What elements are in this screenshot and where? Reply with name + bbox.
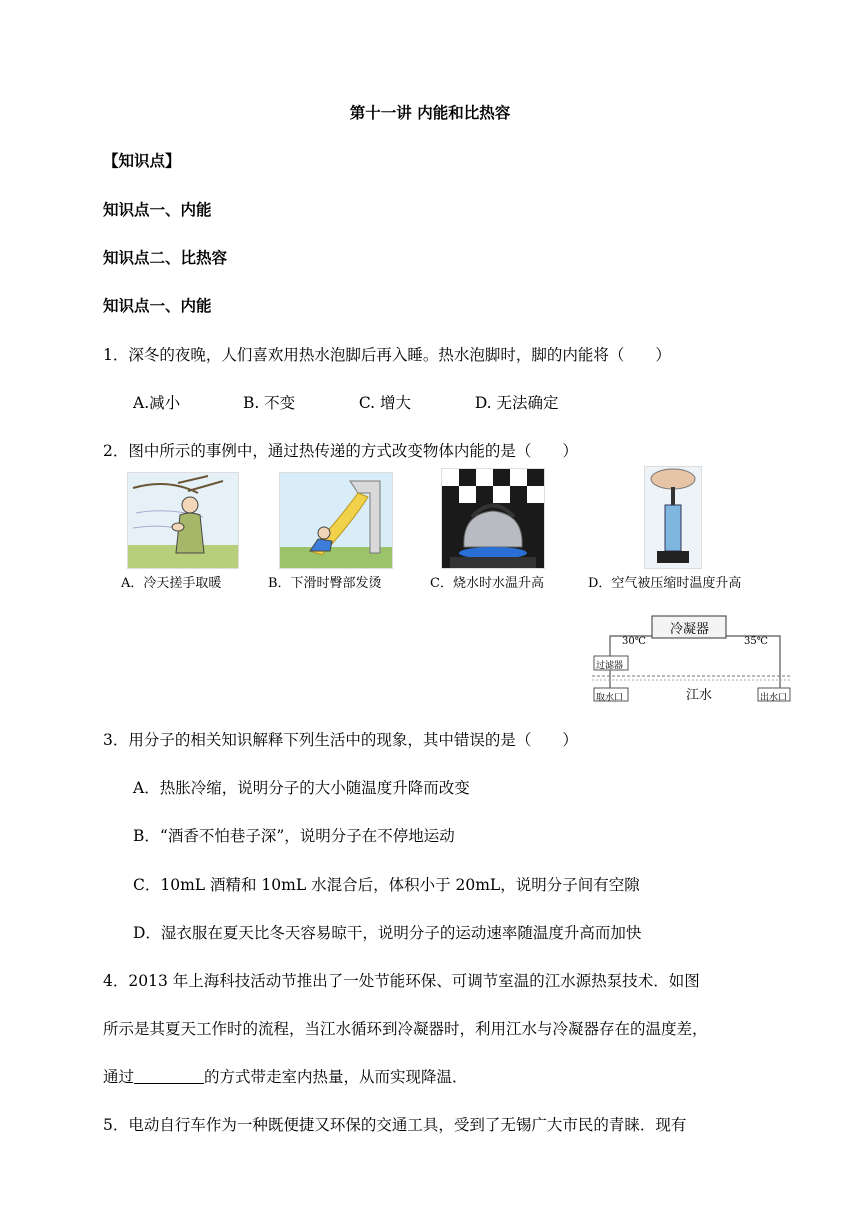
figure-air-compression — [644, 466, 702, 569]
question-1: 1．深冬的夜晚，人们喜欢用热水泡脚后再入睡。热水泡脚时，脚的内能将（ ） — [103, 346, 671, 364]
q3-option-b: B．“酒香不怕巷子深”，说明分子在不停地运动 — [133, 827, 455, 845]
diagram-intake-label: 取水口 — [596, 693, 624, 702]
q4-answer-blank[interactable] — [134, 1067, 204, 1084]
question-4-line-2: 所示是其夏天工作时的流程，当江水循环到冷凝器时，利用江水与冷凝器存在的温度差， — [103, 1020, 708, 1038]
page-title: 第十一讲 内能和比热容 — [349, 103, 511, 122]
figure-kettle — [441, 468, 545, 569]
toc-item-internal-energy: 知识点一、内能 — [103, 200, 212, 219]
question-1-options — [133, 392, 559, 414]
diagram-filter-label: 过滤器 — [596, 661, 624, 671]
q3-option-a: A．热胀冷缩，说明分子的大小随温度升降而改变 — [133, 779, 470, 797]
q4-suffix: 的方式带走室内热量，从而实现降温． — [204, 1068, 468, 1086]
section-heading: 【知识点】 — [103, 151, 181, 170]
diagram-river-label: 江水 — [686, 688, 713, 702]
diagram-temp-out: 35℃ — [744, 636, 768, 647]
heat-pump-diagram — [592, 608, 792, 702]
diagram-temp-in: 30℃ — [622, 636, 646, 647]
q1-option-d: D. 无法确定 — [474, 394, 559, 412]
diagram-condenser-label: 冷凝器 — [670, 622, 710, 637]
question-3: 3．用分子的相关知识解释下列生活中的现象，其中错误的是（ ） — [103, 731, 578, 749]
question-4-line-1: 4．2013 年上海科技活动节推出了一处节能环保、可调节室温的江水源热泵技术．如图 — [103, 972, 700, 990]
figure-rubbing-hands — [127, 472, 239, 569]
q3-option-c: C．10mL 酒精和 10mL 水混合后，体积小于 20mL，说明分子间有空隙 — [133, 876, 640, 894]
q1-option-b: B. 不变 — [242, 394, 296, 412]
question-2: 2．图中所示的事例中，通过热传递的方式改变物体内能的是（ ） — [103, 442, 578, 460]
q3-option-d: D．湿衣服在夏天比冬天容易晾干，说明分子的运动速率随温度升高而加快 — [133, 924, 642, 942]
figure-slide — [279, 472, 393, 569]
q4-prefix: 通过 — [103, 1068, 135, 1086]
caption-a: A．冷天搓手取暖 — [121, 576, 222, 591]
diagram-outlet-label: 出水口 — [760, 693, 788, 702]
question-4-line-3 — [103, 1066, 468, 1088]
caption-b: B．下滑时臀部发烫 — [268, 576, 382, 591]
q1-option-c: C. 增大 — [358, 394, 412, 412]
toc-item-specific-heat: 知识点二、比热容 — [103, 248, 228, 267]
caption-d: D．空气被压缩时温度升高 — [588, 576, 742, 591]
question-5: 5．电动自行车作为一种既便捷又环保的交通工具，受到了无锡广大市民的青睐．现有 — [103, 1116, 687, 1134]
part-heading: 知识点一、内能 — [103, 296, 212, 315]
caption-c: C．烧水时水温升高 — [430, 576, 544, 591]
q1-option-a: A.减小 — [133, 394, 181, 412]
